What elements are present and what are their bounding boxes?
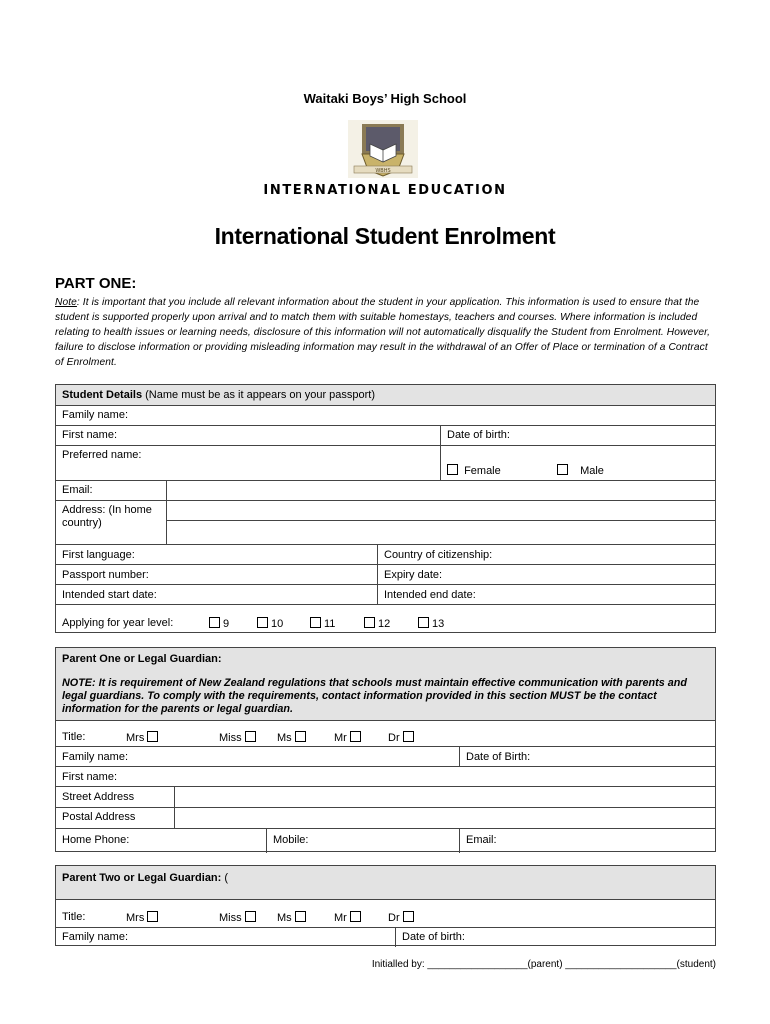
parent-one-email[interactable]: Email: bbox=[466, 834, 497, 846]
student-preferred-name[interactable]: Preferred name: bbox=[62, 449, 142, 461]
miss-checkbox[interactable] bbox=[245, 911, 256, 922]
year-level-11[interactable] bbox=[310, 617, 335, 630]
parent-one-title-mrs[interactable] bbox=[126, 731, 161, 744]
parent-two-title-mr[interactable] bbox=[334, 911, 364, 924]
year-11-checkbox[interactable] bbox=[310, 617, 321, 628]
year-level-13[interactable] bbox=[418, 617, 444, 630]
ms-checkbox[interactable] bbox=[295, 731, 306, 742]
school-crest-icon bbox=[348, 120, 418, 178]
title-mr-label: Mr bbox=[334, 732, 347, 744]
parent-one-home-phone[interactable]: Home Phone: bbox=[62, 834, 130, 846]
parent-two-header-rest: ( bbox=[221, 872, 229, 884]
gender-male[interactable] bbox=[557, 464, 604, 477]
student-email-input[interactable] bbox=[168, 481, 708, 499]
department-title: INTERNATIONAL EDUCATION bbox=[263, 183, 507, 198]
parent-two-title-ms[interactable] bbox=[277, 911, 309, 924]
miss-checkbox[interactable] bbox=[245, 731, 256, 742]
initialled-by-line[interactable]: Initialled by: __________________(parent) ____________________(student) bbox=[371, 959, 716, 970]
note-label: Note bbox=[55, 297, 77, 308]
parent-one-first-name[interactable]: First name: bbox=[62, 771, 118, 783]
title-mr-label: Mr bbox=[334, 912, 347, 924]
year-level-label: Applying for year level: bbox=[62, 617, 174, 629]
student-details-subtitle: (Name must be as it appears on your passport) bbox=[142, 389, 376, 401]
student-citizenship[interactable]: Country of citizenship: bbox=[384, 549, 493, 561]
mr-checkbox[interactable] bbox=[350, 911, 361, 922]
student-details-title: Student Details bbox=[62, 389, 143, 401]
parent-one-street-label: Street Address bbox=[62, 791, 135, 803]
parent-one-street-input[interactable] bbox=[176, 787, 711, 805]
student-end-date[interactable]: Intended end date: bbox=[384, 589, 476, 601]
female-checkbox[interactable] bbox=[447, 464, 458, 475]
parent-one-table bbox=[55, 647, 716, 852]
year-13-label: 13 bbox=[432, 618, 445, 630]
parent-two-table bbox=[55, 865, 716, 946]
address-label-line1: Address: (In home bbox=[62, 504, 152, 516]
parent-two-title-label: Title: bbox=[62, 911, 86, 923]
year-12-checkbox[interactable] bbox=[364, 617, 375, 628]
parent-two-family-name[interactable]: Family name: bbox=[62, 931, 129, 943]
parent-one-title-dr[interactable] bbox=[388, 731, 417, 744]
student-first-language[interactable]: First language: bbox=[62, 549, 135, 561]
school-name: Waitaki Boys’ High School bbox=[303, 91, 467, 106]
part-one-heading: PART ONE: bbox=[55, 275, 137, 292]
year-11-label: 11 bbox=[324, 618, 336, 630]
title-dr-label: Dr bbox=[388, 912, 400, 924]
mrs-checkbox[interactable] bbox=[147, 731, 158, 742]
student-details-header bbox=[62, 389, 375, 401]
student-address-label bbox=[62, 504, 152, 530]
student-first-name[interactable]: First name: bbox=[62, 429, 118, 441]
year-10-checkbox[interactable] bbox=[257, 617, 268, 628]
student-email-label: Email: bbox=[62, 484, 93, 496]
parent-one-title-ms[interactable] bbox=[277, 731, 309, 744]
parent-two-title-dr[interactable] bbox=[388, 911, 417, 924]
title-miss-label: Miss bbox=[219, 732, 242, 744]
parent-one-note: NOTE: It is requirement of New Zealand regulations that schools must maintain effective communication with parents and legal guardians. To comply with the requirements, contact information provided in this section MUST be the contact information for the parents or legal guardian. bbox=[62, 677, 687, 715]
parent-one-family-name[interactable]: Family name: bbox=[62, 751, 129, 763]
title-miss-label: Miss bbox=[219, 912, 242, 924]
male-label: Male bbox=[580, 465, 604, 477]
title-mrs-label: Mrs bbox=[126, 912, 145, 924]
year-level-10[interactable] bbox=[257, 617, 283, 630]
parent-one-title-mr[interactable] bbox=[334, 731, 364, 744]
parent-one-postal-label: Postal Address bbox=[62, 811, 136, 823]
parent-two-header bbox=[62, 872, 228, 884]
year-12-label: 12 bbox=[378, 618, 391, 630]
year-9-checkbox[interactable] bbox=[209, 617, 220, 628]
title-dr-label: Dr bbox=[388, 732, 400, 744]
student-family-name[interactable]: Family name: bbox=[62, 409, 129, 421]
parent-one-dob[interactable]: Date of Birth: bbox=[466, 751, 531, 763]
student-address-input[interactable] bbox=[168, 501, 708, 543]
parent-one-header: Parent One or Legal Guardian: bbox=[62, 653, 222, 665]
student-passport[interactable]: Passport number: bbox=[62, 569, 149, 581]
mrs-checkbox[interactable] bbox=[147, 911, 158, 922]
mr-checkbox[interactable] bbox=[350, 731, 361, 742]
student-passport-expiry[interactable]: Expiry date: bbox=[384, 569, 443, 581]
parent-two-title-mrs[interactable] bbox=[126, 911, 161, 924]
student-details-table bbox=[55, 384, 716, 633]
crest-motto: WBHS bbox=[375, 168, 391, 174]
dr-checkbox[interactable] bbox=[403, 731, 414, 742]
student-start-date[interactable]: Intended start date: bbox=[62, 589, 157, 601]
year-level-9[interactable] bbox=[209, 617, 229, 630]
note-text: : It is important that you include all relevant information about the student in your application. This information is used to ensure that the student is supported properly upon arrival and to match them with suitable homestays, teachers and courses. Where information is included relating to health issues or learning needs, disclosure of this information will not automatically disqualify the Student from Enrolment. However, failure to disclose information or providing misleading information may result in the withdrawal of an Offer of Place or termination of a Contract of Enrolment. bbox=[55, 297, 711, 368]
year-13-checkbox[interactable] bbox=[418, 617, 429, 628]
parent-one-mobile[interactable]: Mobile: bbox=[273, 834, 309, 846]
gender-female[interactable] bbox=[447, 464, 501, 477]
female-label: Female bbox=[464, 465, 501, 477]
title-ms-label: Ms bbox=[277, 912, 292, 924]
parent-one-postal-input[interactable] bbox=[176, 808, 711, 826]
year-10-label: 10 bbox=[271, 618, 284, 630]
parent-one-title-miss[interactable] bbox=[219, 731, 259, 744]
title-ms-label: Ms bbox=[277, 732, 292, 744]
year-level-12[interactable] bbox=[364, 617, 390, 630]
form-title: International Student Enrolment bbox=[214, 223, 556, 249]
ms-checkbox[interactable] bbox=[295, 911, 306, 922]
parent-two-title-miss[interactable] bbox=[219, 911, 259, 924]
parent-one-title-label: Title: bbox=[62, 731, 86, 743]
dr-checkbox[interactable] bbox=[403, 911, 414, 922]
title-mrs-label: Mrs bbox=[126, 732, 145, 744]
male-checkbox[interactable] bbox=[557, 464, 568, 475]
address-label-line2: country) bbox=[62, 517, 102, 529]
parent-two-title: Parent Two or Legal Guardian: bbox=[62, 872, 222, 884]
part-one-note bbox=[55, 295, 718, 370]
year-9-label: 9 bbox=[223, 618, 230, 630]
parent-two-dob[interactable]: Date of birth: bbox=[402, 931, 465, 943]
student-dob[interactable]: Date of birth: bbox=[447, 429, 510, 441]
